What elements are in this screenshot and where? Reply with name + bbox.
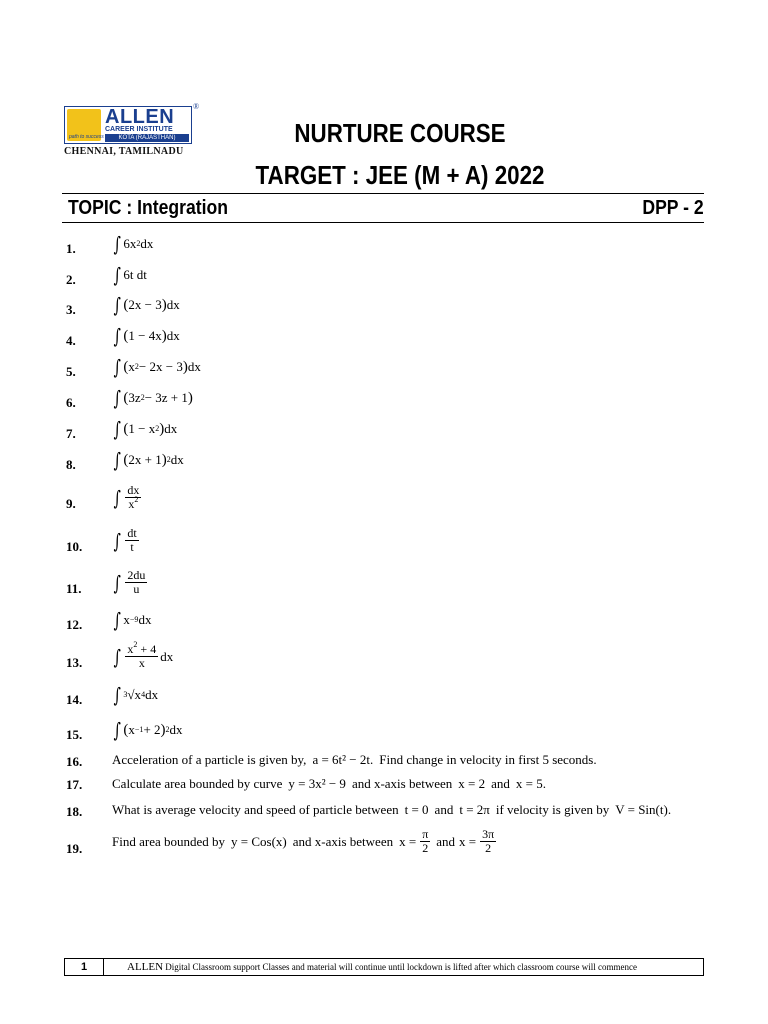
integral-expression: ∫ $\frac{dx}{x^2}$ [113,483,140,511]
question-number: 15. [66,727,83,742]
q16-text2: Find change in velocity in first 5 seconds. [379,752,597,767]
question-number: 9. [66,496,76,511]
footer-note [127,959,637,975]
integral-expression: ∫ 6x 2 dx [113,232,154,256]
integral-expression: ∫ ( x −1 + 2 ) 2 dx [113,718,183,742]
integral-expression: ∫ ( 1 − x 2 ) dx [113,417,178,441]
page-footer [64,958,704,976]
integral-expression: ∫ 3 √x 4 dx [113,683,159,707]
q18-text: What is average velocity and speed of particle between [112,802,399,817]
q19-and: and [436,833,456,849]
q19-fraction-2 [480,828,496,855]
integral-expression: ∫ ( 3z 2 − 3z + 1 ) [113,386,193,410]
question-number: 18. [66,804,83,819]
integral-expression: ∫ 6t dt [113,263,147,287]
q19-f2-denominator: 2 [485,841,492,855]
course-title: NURTURE COURSE [294,118,506,148]
target-title: TARGET : JEE (M + A) 2022 [255,160,545,190]
question-18 [112,802,671,818]
q19-fraction-1 [420,828,430,855]
dpp-label: DPP - 2 [642,197,704,219]
logo-city: CHENNAI, TAMILNADU [64,146,184,157]
q18-text2: if velocity is given by [495,802,610,817]
question-number: 13. [66,655,83,670]
question-number: 7. [66,426,76,441]
topic-rule [62,222,704,223]
question-number: 3. [66,302,76,317]
q19-f1-numerator: π [422,827,429,841]
q17-math: y = 3x² − 9 [288,776,346,791]
footer-note-text: Digital Classroom support Classes and material will continue until lockdown is lifted after which classroom course will commence [165,962,637,972]
topic-label: TOPIC : Integration [68,197,229,219]
question-number: 8. [66,457,76,472]
q19-x1: x = [399,833,417,849]
q17-text: Calculate area bounded by curve [112,776,283,791]
top-rule [62,193,704,194]
q16-math: a = 6t² − 2t. [312,752,374,767]
question-number: 6. [66,395,76,410]
integral-expression: ∫ $\frac{2du}{u}$ [113,568,146,596]
question-number: 2. [66,272,76,287]
integral-expression: ∫ ( 2x + 1 ) 2 dx [113,448,184,472]
question-number: 14. [66,692,83,707]
question-17 [112,776,552,792]
question-number: 1. [66,241,76,256]
question-number: 12. [66,617,83,632]
integral-expression: ∫ x −9 dx [113,608,152,632]
q19-text2: and x-axis between [292,833,394,849]
question-number: 16. [66,754,83,769]
q17-math3: x = 5. [515,776,547,791]
integral-expression: ∫ ( x 2 − 2x − 3 ) dx [113,355,201,379]
q18-math3: V = Sin(t). [615,802,672,817]
q17-math2: x = 2 [458,776,486,791]
q19-f1-denominator: 2 [422,841,429,855]
question-19 [112,828,498,855]
logo-subtitle: CAREER INSTITUTE [105,126,173,133]
q19-f2-numerator: 3π [482,827,495,841]
integral-expression: ∫ $\frac{x^2 + 4}{x}$ dx [113,640,174,670]
q18-math: t = 0 [404,802,429,817]
question-number: 17. [66,777,83,792]
q19-x2: x = [459,833,477,849]
q19-math: y = Cos(x) [231,833,287,849]
question-number: 4. [66,333,76,348]
logo-tagline: path to success [69,134,104,140]
footer-brand: ALLEN [127,961,164,973]
q17-and: and [491,776,510,791]
page-number: 1 [65,959,104,975]
q19-text: Find area bounded by [112,833,226,849]
question-number: 10. [66,539,83,554]
integral-expression: ∫ ( 1 − 4x ) dx [113,324,180,348]
integral-expression: ∫ ( 2x − 3 ) dx [113,293,180,317]
registered-mark: ® [193,102,200,111]
q17-text2: and x-axis between [351,776,453,791]
question-number: 11. [66,581,82,596]
logo-brand: ALLEN [105,106,175,128]
question-number: 19. [66,841,83,856]
integral-expression: ∫ $\frac{dt}{t}$ [113,526,137,554]
logo-kota: KOTA (RAJASTHAN) [105,134,189,142]
q18-math2: t = 2π [459,802,490,817]
q16-text: Acceleration of a particle is given by, [112,752,307,767]
q18-and: and [434,802,454,817]
question-number: 5. [66,364,76,379]
question-16 [112,752,597,768]
